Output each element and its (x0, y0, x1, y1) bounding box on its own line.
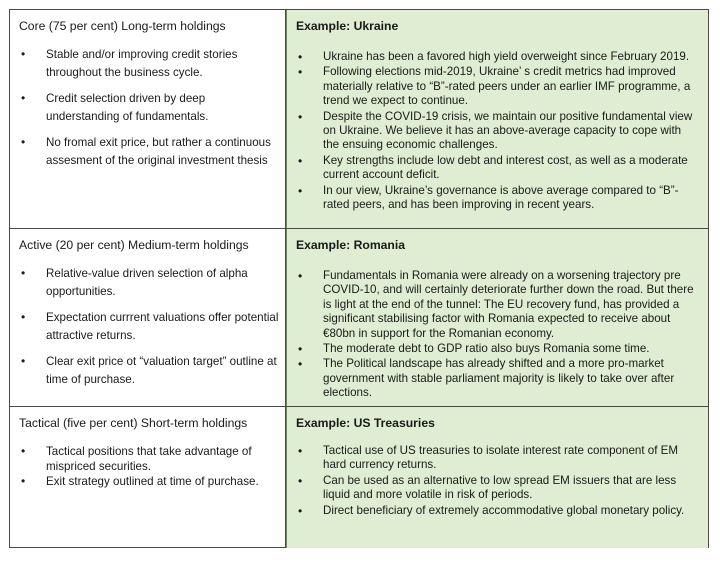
example-bullets (295, 269, 700, 402)
category-heading: Tactical (five per cent) Short-term holdings (19, 416, 248, 430)
holdings-table (9, 9, 709, 548)
list-item: • Relative-value driven selection of alpha opportunities. (18, 265, 280, 300)
category-cell (10, 10, 286, 228)
example-bullets (295, 50, 700, 213)
list-item: • Clear exit price ot “valuation target” outline at time of purchase. (18, 353, 280, 388)
list-item: • No fromal exit price, but rather a continuous assesment of the original investment thesis (18, 134, 280, 169)
example-cell (286, 229, 708, 407)
list-item: • The moderate debt to GDP ratio also buys Romania some time. (295, 342, 700, 356)
table-row (10, 228, 708, 407)
example-heading: Example: Romania (296, 238, 406, 252)
table-row (10, 406, 708, 548)
category-bullets (18, 46, 280, 178)
category-heading: Core (75 per cent) Long-term holdings (19, 19, 226, 33)
category-bullets (18, 265, 280, 397)
category-cell (10, 407, 286, 548)
example-heading: Example: US Treasuries (296, 416, 435, 430)
list-item: • The Political landscape has already shifted and a more pro-market government with stable parliament majority is likely to take over after elections. (295, 357, 700, 400)
list-item: • Direct beneficiary of extremely accommodative global monetary policy. (295, 504, 700, 518)
list-item: • Stable and/or improving credit stories throughout the business cycle. (18, 46, 280, 81)
list-item: • Tactical positions that take advantage of mispriced securities. (18, 444, 280, 474)
list-item: • Expectation currrent valuations offer potential attractive returns. (18, 309, 280, 344)
list-item: • Exit strategy outlined at time of purchase. (18, 474, 280, 489)
category-cell (10, 229, 286, 407)
category-heading: Active (20 per cent) Medium-term holdings (19, 238, 249, 252)
list-item: • Tactical use of US treasuries to isolate interest rate component of EM hard currency returns. (295, 444, 700, 473)
list-item: • Key strengths include low debt and interest cost, as well as a moderate current account deficit. (295, 154, 700, 183)
list-item: • Following elections mid-2019, Ukraine’ s credit metrics had improved materially relative to “B”-rated peers under an earlier IMF programme, a trend we expect to continue. (295, 65, 700, 108)
example-bullets (295, 444, 700, 519)
list-item: • Ukraine has been a favored high yield overweight since February 2019. (295, 50, 700, 64)
list-item: • Credit selection driven by deep understanding of fundamentals. (18, 90, 280, 125)
category-bullets (18, 444, 280, 489)
example-cell (286, 10, 708, 228)
example-heading: Example: Ukraine (296, 19, 399, 33)
table-row (10, 10, 708, 228)
list-item: • Can be used as an alternative to low spread EM issuers that are less liquid and more volatile in risk of periods. (295, 474, 700, 503)
example-cell (286, 407, 708, 548)
list-item: • Fundamentals in Romania were already on a worsening trajectory pre COVID-10, and will certainly deteriorate further down the road. But there is light at the end of the tunnel: The EU recovery fund, has provided a significant stabilising factor with Romania expected to receive about €80bn in support for the Romanian economy. (295, 269, 700, 341)
list-item: • Despite the COVID-19 crisis, we maintain our positive fundamental view on Ukraine. We believe it has an above-average capacity to cope with the ensuing economic challenges. (295, 110, 700, 153)
list-item: • In our view, Ukraine’s governance is above average compared to “B”-rated peers, and has been improving in recent years. (295, 184, 700, 213)
